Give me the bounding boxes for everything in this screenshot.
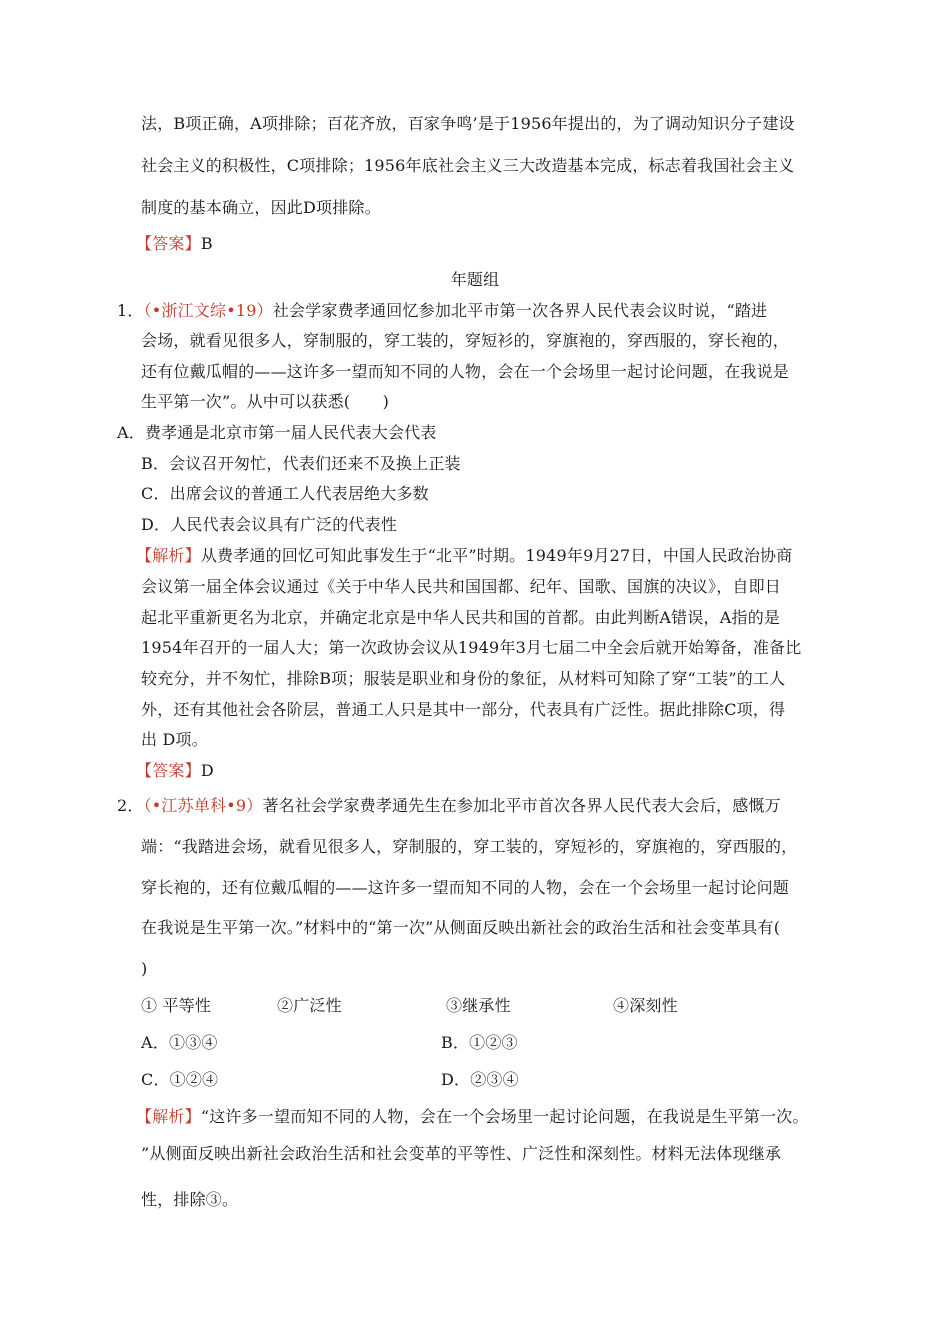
- q1-stem-text: 社会学家费孝通回忆参加北平市第一次各界人民代表会议时说，“踏进: [272, 301, 768, 320]
- q1-answer: [136, 760, 214, 782]
- q2-stem-line-3: 穿长袍的，还有位戴瓜帽的——这许多一望而知不同的人物，会在一个会场里一起讨论问题: [141, 878, 790, 897]
- q1-stem-line-1: [117, 300, 767, 322]
- q2-source: （•江苏单科•9）: [143, 796, 263, 815]
- q1-analysis-line-6: 外，还有其他社会各阶层，普通工人只是其中一部分，代表具有广泛性。据此排除C项，得: [141, 700, 786, 719]
- q2-option-c: C．①②④: [141, 1070, 219, 1089]
- q2-item-1: ① 平等性: [141, 996, 212, 1015]
- prev-answer: [136, 233, 213, 255]
- q1-stem-line-4: 生平第一次”。从中可以获悉( ): [141, 392, 390, 411]
- q1-analysis-line-4: 1954年召开的一届人大；第一次政协会议从1949年3月七届二中全会后就开始筹备，准备比: [141, 638, 802, 657]
- analysis-tag: 【解析】: [136, 546, 201, 565]
- q2-analysis-text: “这许多一望而知不同的人物，会在一个会场里一起讨论问题，在我说是生平第一次。: [200, 1107, 809, 1126]
- q2-stem-line-4: 在我说是生平第一次。”材料中的“第一次”从侧面反映出新社会的政治生活和社会变革具有(: [141, 918, 781, 937]
- prev-analysis-line-2: 社会主义的积极性，C项排除；1956年底社会主义三大改造基本完成，标志着我国社会主义: [141, 156, 795, 175]
- q1-source: （•浙江文综•19）: [143, 301, 273, 320]
- q2-stem-line-1: [117, 795, 781, 817]
- q1-option-a: A．费孝通是北京市第一届人民代表大会代表: [117, 423, 437, 442]
- q2-option-a: A．①③④: [141, 1033, 218, 1052]
- q1-analysis-line-3: 起北平重新更名为北京，并确定北京是中华人民共和国的首都。由此判断A错误，A指的是: [141, 608, 781, 627]
- q2-number: 2．: [117, 796, 144, 815]
- q2-stem-line-5: ): [141, 959, 148, 978]
- answer-value: B: [200, 234, 213, 253]
- answer-tag: 【答案】: [136, 234, 201, 253]
- prev-analysis-line-3: 制度的基本确立，因此D项排除。: [141, 198, 381, 217]
- q1-stem-line-3: 还有位戴瓜帽的——这许多一望而知不同的人物，会在一个会场里一起讨论问题，在我说是: [141, 362, 790, 381]
- q2-stem-text: 著名社会学家费孝通先生在参加北平市首次各界人民代表大会后，感慨万: [262, 796, 781, 815]
- q2-item-4: ④深刻性: [613, 996, 678, 1015]
- q2-option-d: D．②③④: [441, 1070, 519, 1089]
- q2-item-2: ②广泛性: [277, 996, 342, 1015]
- answer-value: D: [200, 761, 214, 780]
- q1-option-b: B．会议召开匆忙，代表们还来不及换上正装: [141, 454, 461, 473]
- q2-item-3: ③继承性: [446, 996, 511, 1015]
- q2-analysis-line-1: [136, 1106, 809, 1128]
- q1-number: 1．: [117, 301, 144, 320]
- q1-analysis-line-2: 会议第一届全体会议通过《关于中华人民共和国国都、纪年、国歌、国旗的决议》，自即日: [141, 577, 782, 596]
- q2-option-b: B．①②③: [441, 1033, 518, 1052]
- q1-analysis-line-7: 出 D项。: [141, 730, 208, 749]
- q1-analysis-text: 从费孝通的回忆可知此事发生于“北平”时期。1949年9月27日，中国人民政治协商: [200, 546, 793, 565]
- q2-analysis-line-2: ”从侧面反映出新社会政治生活和社会变革的平等性、广泛性和深刻性。材料无法体现继承: [141, 1144, 782, 1163]
- answer-tag: 【答案】: [136, 761, 201, 780]
- q2-stem-line-2: 端：“我踏进会场，就看见很多人，穿制服的，穿工装的，穿短衫的，穿旗袍的，穿西服的，: [141, 837, 798, 856]
- prev-analysis-line-1: 法，B项正确，A项排除；百花齐放，百家争鸣’是于1956年提出的，为了调动知识分子建设: [141, 114, 795, 133]
- q1-analysis-line-1: [136, 545, 792, 567]
- q2-analysis-line-3: 性，排除③。: [141, 1190, 239, 1209]
- analysis-tag: 【解析】: [136, 1107, 201, 1126]
- group-title: 年题组: [450, 270, 500, 289]
- q1-analysis-line-5: 较充分，并不匆忙，排除B项；服装是职业和身份的象征，从材料可知除了穿“工装”的工人: [141, 669, 786, 688]
- q1-option-d: D．人民代表会议具有广泛的代表性: [141, 515, 398, 534]
- q1-option-c: C．出席会议的普通工人代表居绝大多数: [141, 484, 429, 503]
- q1-stem-line-2: 会场，就看见很多人，穿制服的，穿工装的，穿短衫的，穿旗袍的，穿西服的，穿长袍的，: [141, 331, 790, 350]
